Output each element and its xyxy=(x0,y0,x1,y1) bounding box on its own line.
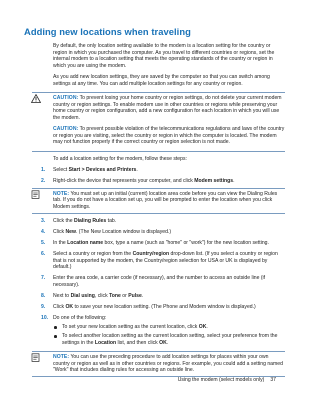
step-text: Next to xyxy=(53,292,71,299)
step-item xyxy=(41,218,285,225)
step-item xyxy=(41,275,285,288)
note-callout-1 xyxy=(53,191,285,211)
step-item xyxy=(41,292,285,300)
caution-callout-1 xyxy=(53,95,285,121)
footer-title: Using the modem (select models only) xyxy=(177,377,265,383)
page-number: 37 xyxy=(270,377,276,383)
note-icon xyxy=(31,353,41,362)
note-text: You must set up an initial (current) location area code before you can view the Dialing Rules tab. If you do not have a location set up, you will be prompted to enter the location when you click Modem settings. xyxy=(53,190,278,210)
step-bold: New xyxy=(65,229,76,236)
step-number: 8. xyxy=(41,292,46,299)
step-number: 3. xyxy=(41,218,46,225)
caution-label: CAUTION: xyxy=(53,95,79,102)
step-bold: Modem settings xyxy=(194,178,234,185)
step-number: 9. xyxy=(41,303,46,310)
step-bold: Dial using xyxy=(70,292,95,299)
step-text-end: to save your new location setting. (The Phone and Modem window is displayed.) xyxy=(73,303,256,310)
step-text-end: . xyxy=(136,167,138,174)
step-bold: Location name xyxy=(67,240,104,247)
note-callout-2 xyxy=(53,354,285,374)
step-text: In the xyxy=(53,240,68,247)
bullet-bold-2: OK xyxy=(159,340,167,347)
note-rule-top xyxy=(32,188,285,189)
step-text: Click the xyxy=(53,218,74,225)
step-bold: Country/region xyxy=(132,251,170,258)
step-bold-tone: Tone xyxy=(109,292,121,299)
section-body xyxy=(41,43,285,382)
step-text: Select a country or region from the xyxy=(53,251,133,258)
note-icon xyxy=(31,190,41,199)
step-text: Right-click the device that represents your computer, and click xyxy=(53,178,195,185)
step-bold: Start > Devices and Printers xyxy=(68,167,137,174)
step-item xyxy=(41,240,285,247)
note-rule-bottom xyxy=(32,213,285,214)
step-item xyxy=(41,314,285,347)
step-item xyxy=(41,229,285,236)
step-text: Do one of the following: xyxy=(53,314,107,321)
step-number: 10. xyxy=(41,314,49,321)
bullet-text: To set your new location setting as the current location, click xyxy=(62,324,199,331)
step-number: 6. xyxy=(41,251,46,258)
step-item xyxy=(41,167,285,174)
step-item xyxy=(41,178,285,214)
bullet-bold: OK xyxy=(198,324,207,331)
step-text: Click xyxy=(53,229,66,236)
steps-intro: To add a location setting for the modem, follow these steps: xyxy=(53,155,187,162)
bullet-icon xyxy=(54,326,57,329)
step-bold: Dialing Rules xyxy=(73,218,107,225)
bullet-text-end: . xyxy=(206,324,208,331)
note-text-2: You can use the preceding procedure to add location settings for places within your own country or region as well as in other countries or regions. For example, you could add a setting named "Work" that includes dialing rules for accessing an outside line. xyxy=(53,354,283,374)
step-item xyxy=(41,251,285,271)
bullet-list xyxy=(53,324,285,346)
step-number: 1. xyxy=(41,167,46,174)
step-text-or: or xyxy=(120,292,129,299)
step-number: 7. xyxy=(41,275,46,282)
bullet-text-mid: list, and then click xyxy=(116,340,160,347)
step-text-mid: , click xyxy=(94,292,110,299)
page-footer xyxy=(178,377,276,383)
caution-callout-2 xyxy=(53,126,285,146)
step-text-end: box, type a name (such as "home" or "work") for the new location setting. xyxy=(103,240,269,247)
step-text-end: . xyxy=(233,178,235,185)
bullet-text-end: . xyxy=(166,340,169,347)
step-text-end: . xyxy=(141,292,144,299)
step-item xyxy=(41,303,285,311)
bullet-bold: Location xyxy=(94,340,117,347)
step-text: Select xyxy=(53,167,69,174)
step-number: 4. xyxy=(41,229,46,236)
section-heading: Adding new locations when traveling xyxy=(24,26,191,37)
caution-rule-bottom xyxy=(32,151,285,152)
bullet-icon xyxy=(54,335,57,338)
intro-paragraph-2: As you add new location settings, they are saved by the computer so that you can switch among settings at any time. You can add multiple location settings for any country or region. xyxy=(53,74,270,87)
steps-list xyxy=(41,167,285,347)
caution-rule-top xyxy=(32,92,285,93)
step-text: Enter the area code, a carrier code (if necessary), and the number to access an outside line (if necessary). xyxy=(53,275,266,288)
caution-text-2: To prevent possible violation of the telecommunications regulations and laws of the country or region you are visiting, select the country or region in which the computer is located. The modem may not function properly if the correct country or region selection is not made. xyxy=(53,126,285,146)
bullet-item xyxy=(53,333,285,346)
caution-label-2: CAUTION: xyxy=(53,126,79,133)
intro-paragraph: By default, the only location setting available to the modem is a location setting for the country or region in which you purchased the computer. As you travel to different countries or regions, set the internal modem to a location setting that meets the operating standards of the country or region in which you are using the modem. xyxy=(53,43,275,69)
step-bold-pulse: Pulse xyxy=(128,292,142,299)
bullet-text: To select another location setting as the current location setting, select your preference from the settings in the xyxy=(62,333,278,347)
step-text: Click xyxy=(53,303,66,310)
note-label-2: NOTE: xyxy=(53,354,70,361)
bullet-item xyxy=(53,324,285,331)
note-rule-top-2 xyxy=(32,351,285,352)
step-text-end: tab. xyxy=(106,218,117,225)
caution-text: To prevent losing your home country or region settings, do not delete your current modem country or region settings. To enable modem use in other countries or regions while preserving your home country or region configuration, add a new configuration for each location in which you will use the modem. xyxy=(53,95,282,121)
warning-triangle-icon xyxy=(31,94,41,103)
step-number: 5. xyxy=(41,240,46,247)
step-bold: OK xyxy=(65,303,74,310)
step-text-end: drop-down list. (If you select a country or region that is not supported by the modem, the Country/region selection for USA or UK is displayed by default.) xyxy=(53,251,278,271)
step-number: 2. xyxy=(41,178,46,185)
step-text-end: . (The New Location window is displayed.) xyxy=(75,229,172,236)
note-label: NOTE: xyxy=(53,190,70,197)
